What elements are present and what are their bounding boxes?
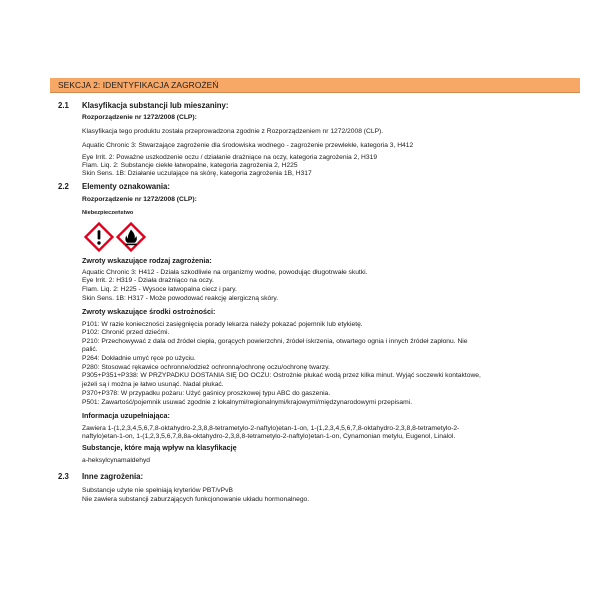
flame-icon: [116, 222, 146, 252]
supplementary-info-line: naftylo)etan-1-on, 1-(1,2,3,5,6,7,8,8a-oktahydro-2,3,8,8-tetrametylo-2-naftylo)etan-1-on, Cynamonian metylu, Eugenol, Linalol.: [82, 433, 456, 440]
classification-line: Eye Irrit. 2: Poważne uszkodzenie oczu / działanie drażniące na oczy, kategoria zagrożenia 2, H319: [82, 154, 378, 161]
section-header-title: SEKCJA 2: IDENTYFIKACJA ZAGROŻEŃ: [58, 80, 219, 90]
hazard-statement: Flam. Liq. 2: H225 - Wysoce łatwopalna ciecz i pary.: [82, 286, 237, 293]
hazard-statement: Aquatic Chronic 3: H412 - Działa szkodliwie na organizmy wodne, powodując długotrwałe skutki.: [82, 269, 368, 276]
classification-line: Skin Sens. 1B: Działanie uczulające na skórę, kategoria zagrożenia 1B, H317: [82, 170, 312, 177]
precautionary-statement: P305+P351+P338: W PRZYPADKU DOSTANIA SIĘ DO OCZU: Ostrożnie płukać wodą przez kilka minut. Wyjąć soczewki kontaktowe,: [82, 372, 481, 379]
section-2-2-regulation: Rozporządzenie nr 1272/2008 (CLP):: [82, 196, 197, 203]
precautionary-statement: P101: W razie konieczności zasięgnięcia porady lekarza należy pokazać pojemnik lub etykietę.: [82, 321, 363, 328]
section-2-1-title: Klasyfikacja substancji lub mieszaniny:: [82, 101, 229, 110]
classification-clip-box: [82, 154, 522, 179]
hazard-statement: Skin Sens. 1B: H317 - Może powodować reakcję alergiczną skóry.: [82, 295, 279, 302]
precautionary-statement: P501: Zawartość/pojemnik usuwać zgodnie z lokalnymi/regionalnymi/krajowymi/międzynarodowymi przepisami.: [82, 399, 413, 406]
precautionary-statement: P280: Stosować rękawice ochronne/odzież ochronną/ochronę oczu/ochronę twarzy.: [82, 364, 330, 371]
section-2-2-number: 2.2: [58, 182, 69, 191]
supplementary-info-title: Informacja uzupełniająca:: [82, 411, 170, 420]
precautionary-statement: jeżeli są i można je łatwo usunąć. Nadal płukać.: [82, 381, 224, 388]
precautionary-statement: P210: Przechowywać z dala od źródeł ciepła, gorących powierzchni, źródeł iskrzenia, otwartego ognia i innych źródeł zapłonu. Nie: [82, 338, 468, 345]
section-2-2-title: Elementy oznakowania:: [82, 182, 170, 191]
precautionary-statement: P264: Dokładnie umyć ręce po użyciu.: [82, 355, 196, 362]
classification-line: Aquatic Chronic 3: Stwarzające zagrożenie dla środowiska wodnego - zagrożenie przewlekłe, kategoria 3, H412: [82, 142, 414, 149]
signal-word: Niebezpieczeństwo: [82, 210, 134, 216]
section-2-1-intro: Klasyfikacja tego produktu została przeprowadzona zgodnie z Rozporządzeniem nr 1272/2008 (CLP).: [82, 128, 384, 135]
precautionary-statement: P370+P378: W przypadku pożaru: Użyć gaśnicy proszkowej typu ABC do gaszenia.: [82, 390, 331, 397]
section-2-3-number: 2.3: [58, 472, 69, 481]
precautionary-statement: palić.: [82, 346, 98, 353]
hazard-statements-title: Zwroty wskazujące rodzaj zagrożenia:: [82, 256, 212, 265]
hazard-statement: Eye Irrit. 2: H319 - Działa drażniąco na oczy.: [82, 277, 214, 284]
supplementary-info-line: Zawiera 1-(1,2,3,4,5,6,7,8-oktahydro-2,3,8,8-tetrametylo-2-naftylo)etan-1-on, 1-(1,2,3,4,5,6,7,8-oktahydro-2,3,8,8-tetrametylo-2-: [82, 425, 460, 432]
section-2-1-number: 2.1: [58, 101, 69, 110]
other-hazards-line: Substancje użyte nie spełniają kryteriów PBT/vPvB: [82, 487, 233, 494]
classifying-substances-title: Substancje, które mają wpływ na klasyfikację: [82, 443, 237, 452]
classifying-substance: a-heksylcynamaldehyd: [82, 457, 151, 464]
other-hazards-line: Nie zawiera substancji zaburzających funkcjonowanie układu hormonalnego.: [82, 496, 310, 503]
section-2-3-title: Inne zagrożenia:: [82, 472, 144, 481]
exclamation-mark-icon: [84, 222, 114, 252]
classification-line: Flam. Liq. 2: Substancje ciekłe łatwopalne, kategoria zagrożenia 2, H225: [82, 162, 298, 169]
precautionary-statements-title: Zwroty wskazujące środki ostrożności:: [82, 307, 216, 316]
section-2-1-regulation: Rozporządzenie nr 1272/2008 (CLP):: [82, 114, 197, 121]
precautionary-statement: P102: Chronić przed dziećmi.: [82, 329, 170, 336]
